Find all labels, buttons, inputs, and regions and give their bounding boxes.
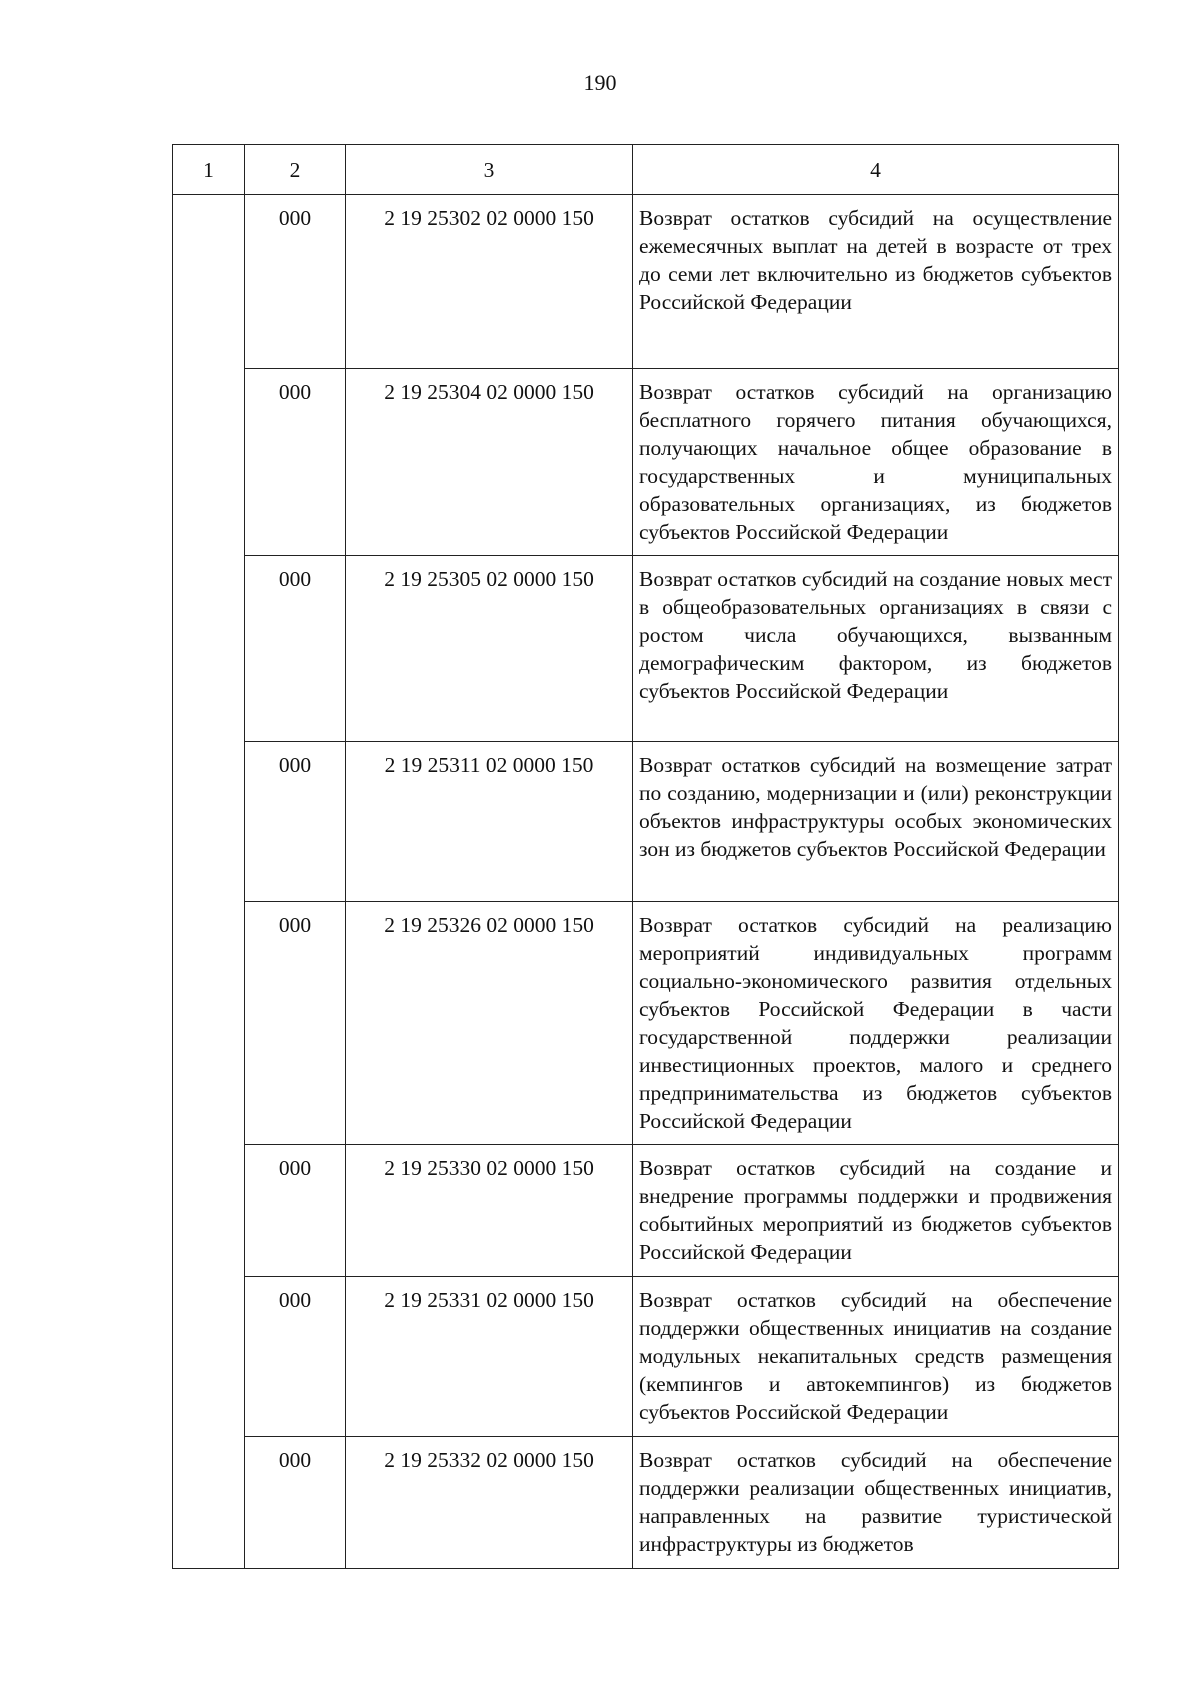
budget-code-cell: 2 19 25332 02 0000 150 xyxy=(346,1437,633,1569)
page-number: 190 xyxy=(583,70,617,95)
table-body xyxy=(173,195,1119,1569)
description-cell: Возврат остатков субсидий на обеспечение поддержки реализации общественных инициатив, направленных на развитие туристической инфраструктуры из бюджетов xyxy=(633,1437,1119,1569)
admin-code-cell: 000 xyxy=(245,1145,346,1277)
budget-code-cell: 2 19 25331 02 0000 150 xyxy=(346,1277,633,1437)
budget-code-cell: 2 19 25311 02 0000 150 xyxy=(346,742,633,902)
admin-code-cell: 000 xyxy=(245,556,346,742)
column-header-2: 2 xyxy=(245,145,346,195)
table-row xyxy=(173,556,1119,742)
budget-code-cell: 2 19 25304 02 0000 150 xyxy=(346,369,633,556)
budget-code-cell: 2 19 25302 02 0000 150 xyxy=(346,195,633,369)
admin-code-cell: 000 xyxy=(245,369,346,556)
column-header-3: 3 xyxy=(346,145,633,195)
admin-code-cell: 000 xyxy=(245,742,346,902)
table-row xyxy=(173,902,1119,1145)
merged-first-column-cell xyxy=(173,195,245,1569)
table-row xyxy=(173,195,1119,369)
admin-code-cell: 000 xyxy=(245,195,346,369)
table-row xyxy=(173,369,1119,556)
table-header-row xyxy=(173,145,1119,195)
admin-code-cell: 000 xyxy=(245,1437,346,1569)
description-cell: Возврат остатков субсидий на обеспечение поддержки общественных инициатив на создание модульных некапитальных средств размещения (кемпингов и автокемпингов) из бюджетов субъектов Российской Федерации xyxy=(633,1277,1119,1437)
description-cell: Возврат остатков субсидий на возмещение затрат по созданию, модернизации и (или) реконструкции объектов инфраструктуры особых экономических зон из бюджетов субъектов Российской Федерации xyxy=(633,742,1119,902)
table-row xyxy=(173,1145,1119,1277)
description-cell: Возврат остатков субсидий на реализацию мероприятий индивидуальных программ социально-экономического развития отдельных субъектов Российской Федерации в части государственной поддержки реализации инвестиционных проектов, малого и среднего предпринимательства из бюджетов субъектов Российской Федерации xyxy=(633,902,1119,1145)
budget-code-cell: 2 19 25330 02 0000 150 xyxy=(346,1145,633,1277)
admin-code-cell: 000 xyxy=(245,1277,346,1437)
column-header-1: 1 xyxy=(173,145,245,195)
admin-code-cell: 000 xyxy=(245,902,346,1145)
budget-code-cell: 2 19 25305 02 0000 150 xyxy=(346,556,633,742)
description-cell: Возврат остатков субсидий на организацию бесплатного горячего питания обучающихся, получающих начальное общее образование в государственных и муниципальных образовательных организациях, из бюджетов субъектов Российской Федерации xyxy=(633,369,1119,556)
budget-code-cell: 2 19 25326 02 0000 150 xyxy=(346,902,633,1145)
table-row xyxy=(173,1277,1119,1437)
column-header-4: 4 xyxy=(633,145,1119,195)
table-row xyxy=(173,742,1119,902)
budget-classification-table xyxy=(172,144,1119,1569)
description-cell: Возврат остатков субсидий на осуществление ежемесячных выплат на детей в возрасте от трех до семи лет включительно из бюджетов субъектов Российской Федерации xyxy=(633,195,1119,369)
table-row xyxy=(173,1437,1119,1569)
description-cell: Возврат остатков субсидий на создание новых мест в общеобразовательных организациях в связи с ростом числа обучающихся, вызванным демографическим фактором, из бюджетов субъектов Российской Федерации xyxy=(633,556,1119,742)
description-cell: Возврат остатков субсидий на создание и внедрение программы поддержки и продвижения событийных мероприятий из бюджетов субъектов Российской Федерации xyxy=(633,1145,1119,1277)
